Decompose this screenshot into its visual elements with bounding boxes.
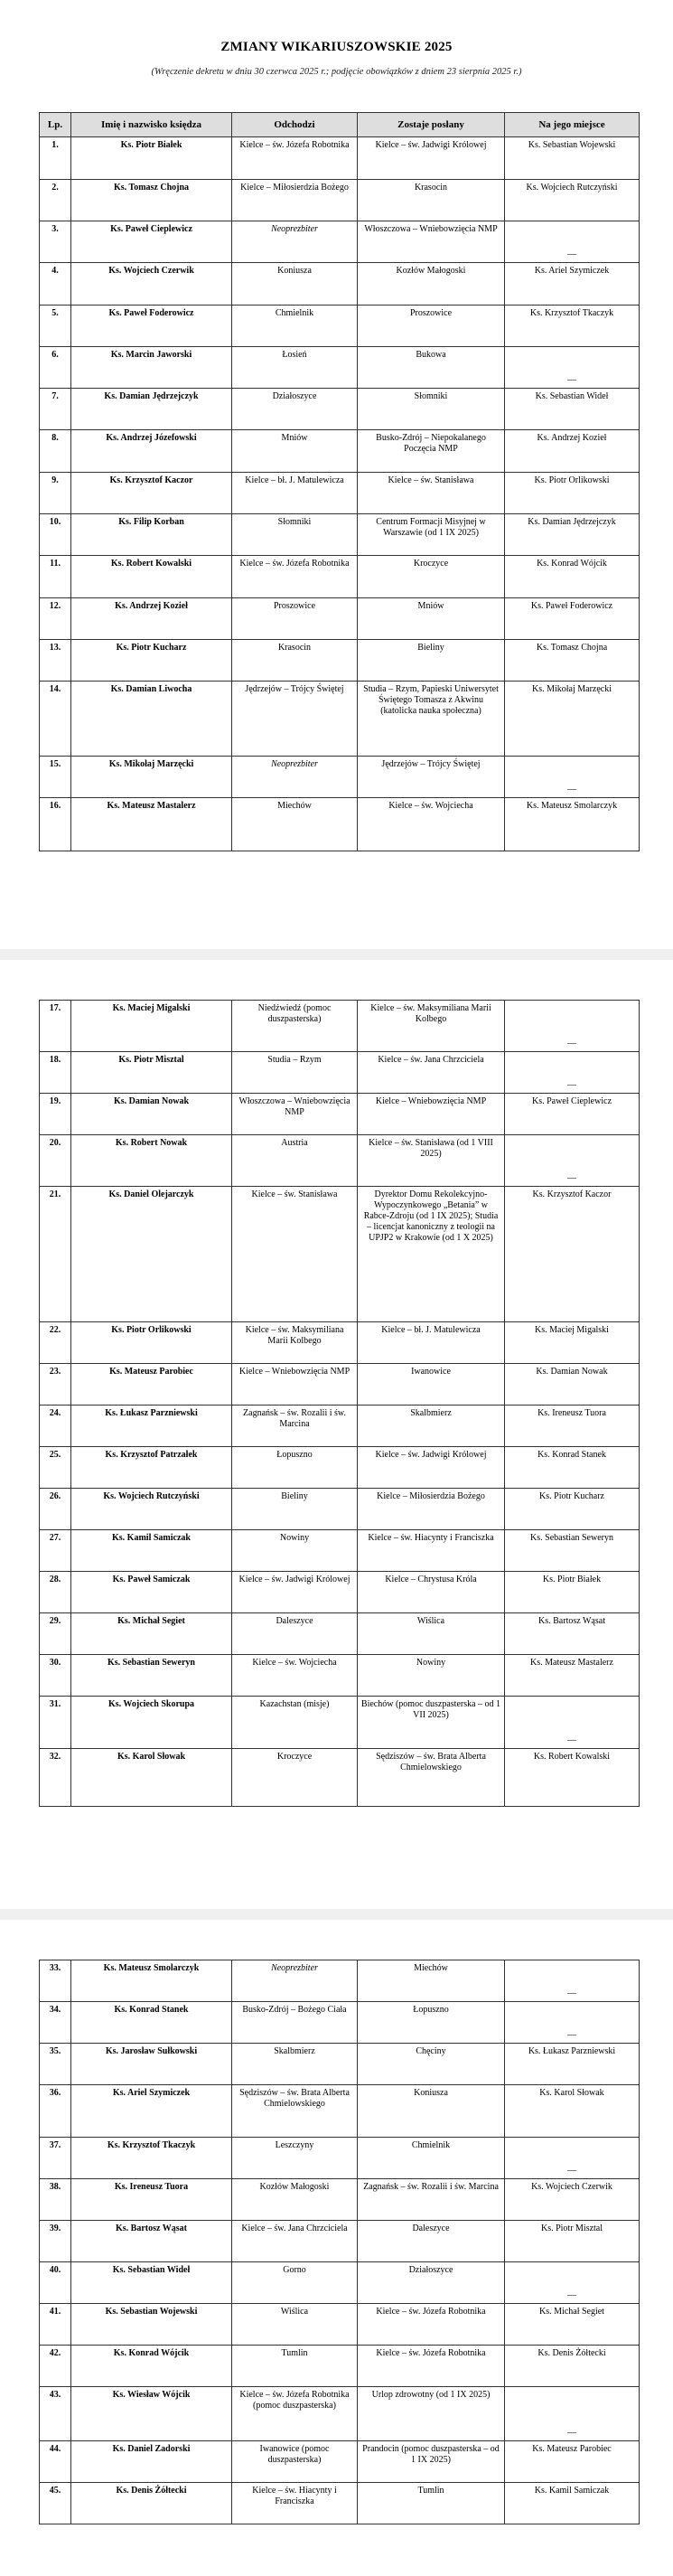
table-row [40, 2085, 640, 2138]
table-row [40, 1655, 640, 1697]
document-title: ZMIANY WIKARIUSZOWSKIE 2025 [220, 40, 453, 54]
row-to: Nowiny [358, 1655, 505, 1697]
row-lp: 42. [40, 2346, 71, 2387]
row-to: Zagnańsk – św. Rozalii i św. Marcina [358, 2179, 505, 2221]
row-name: Ks. Damian Nowak [71, 1094, 232, 1135]
row-replacement: Ks. Piotr Kucharz [505, 1489, 640, 1530]
row-name: Ks. Maciej Migalski [71, 1001, 232, 1052]
row-to: Skalbmierz [358, 1406, 505, 1447]
row-name: Ks. Ireneusz Tuora [71, 2179, 232, 2221]
row-from: Kielce – św. Józefa Robotnika (pomoc duszpasterska) [232, 2387, 358, 2441]
row-from: Kielce – św. Józefa Robotnika [232, 137, 358, 180]
table-row [40, 137, 640, 180]
row-replacement: Ks. Sebastian Wojewski [505, 137, 640, 180]
row-from: Niedźwiedź (pomoc duszpasterska) [232, 1001, 358, 1052]
row-replacement: — [505, 757, 640, 798]
row-to: Wiślica [358, 1613, 505, 1655]
row-from: Studia – Rzym [232, 1052, 358, 1094]
table-row [40, 1447, 640, 1489]
row-name: Ks. Ariel Szymiczek [71, 2085, 232, 2138]
document-page-2 [0, 960, 673, 1909]
row-name: Ks. Kamil Samiczak [71, 1530, 232, 1572]
row-name: Ks. Michał Segiet [71, 1613, 232, 1655]
table-row [40, 1572, 640, 1613]
table-row [40, 2346, 640, 2387]
row-replacement: — [505, 2262, 640, 2304]
row-replacement: — [505, 347, 640, 389]
row-from: Jędrzejów – Trójcy Świętej [232, 682, 358, 757]
row-replacement: — [505, 1960, 640, 2002]
row-lp: 1. [40, 137, 71, 180]
row-name: Ks. Daniel Zadorski [71, 2441, 232, 2483]
table-row [40, 1406, 640, 1447]
row-replacement: Ks. Piotr Białek [505, 1572, 640, 1613]
row-lp: 30. [40, 1655, 71, 1697]
row-to: Kielce – św. Stanisława [358, 473, 505, 514]
table-row [40, 757, 640, 798]
row-to: Urlop zdrowotny (od 1 IX 2025) [358, 2387, 505, 2441]
row-name: Ks. Wojciech Skorupa [71, 1697, 232, 1749]
row-replacement: — [505, 2138, 640, 2179]
row-from: Gorno [232, 2262, 358, 2304]
row-from: Słomniki [232, 514, 358, 556]
row-name: Ks. Damian Jędrzejczyk [71, 389, 232, 430]
row-replacement: Ks. Konrad Stanek [505, 1447, 640, 1489]
row-replacement: Ks. Sebastian Seweryn [505, 1530, 640, 1572]
row-to: Słomniki [358, 389, 505, 430]
table-row [40, 2221, 640, 2262]
row-lp: 14. [40, 682, 71, 757]
row-name: Ks. Sebastian Wojewski [71, 2304, 232, 2346]
document-page-1 [0, 0, 673, 949]
row-name: Ks. Paweł Foderowicz [71, 306, 232, 347]
table-row [40, 2138, 640, 2179]
table-row [40, 430, 640, 473]
assignments-table-part-1 [39, 112, 640, 851]
row-replacement: Ks. Michał Segiet [505, 2304, 640, 2346]
row-lp: 37. [40, 2138, 71, 2179]
row-name: Ks. Piotr Kucharz [71, 640, 232, 682]
row-lp: 29. [40, 1613, 71, 1655]
row-name: Ks. Paweł Cieplewicz [71, 221, 232, 263]
table-row [40, 2044, 640, 2085]
table-row [40, 2483, 640, 2524]
row-to: Kielce – św. Wojciecha [358, 798, 505, 851]
row-name: Ks. Łukasz Parzniewski [71, 1406, 232, 1447]
row-from: Łopuszno [232, 1447, 358, 1489]
row-replacement: Ks. Mateusz Mastalerz [505, 1655, 640, 1697]
row-from: Chmielnik [232, 306, 358, 347]
row-replacement: — [505, 2002, 640, 2044]
row-from: Kielce – św. Hiacynty i Franciszka [232, 2483, 358, 2524]
row-replacement: Ks. Andrzej Kozieł [505, 430, 640, 473]
row-replacement: Ks. Krzysztof Kaczor [505, 1187, 640, 1322]
row-lp: 10. [40, 514, 71, 556]
row-from: Neoprezbiter [232, 221, 358, 263]
row-to: Miechów [358, 1960, 505, 2002]
row-from: Tumlin [232, 2346, 358, 2387]
row-to: Kielce – św. Hiacynty i Franciszka [358, 1530, 505, 1572]
row-to: Dyrektor Domu Rekolekcyjno-Wypoczynkowego „Betania” w Rabce-Zdroju (od 1 IX 2025); Studia – licencjat kanoniczny z teologii na UPJP2 w Krakowie (od 1 X 2025) [358, 1187, 505, 1322]
row-to: Kielce – św. Jana Chrzciciela [358, 1052, 505, 1094]
row-from: Kielce – Wniebowzięcia NMP [232, 1364, 358, 1406]
col-header-lp: Lp. [40, 113, 71, 137]
row-name: Ks. Andrzej Kozieł [71, 598, 232, 640]
row-replacement: Ks. Damian Jędrzejczyk [505, 514, 640, 556]
row-lp: 38. [40, 2179, 71, 2221]
row-name: Ks. Daniel Olejarczyk [71, 1187, 232, 1322]
row-replacement: Ks. Bartosz Wąsat [505, 1613, 640, 1655]
document-page-3 [0, 1920, 673, 2576]
row-lp: 11. [40, 556, 71, 598]
table-row [40, 180, 640, 221]
row-from: Krasocin [232, 640, 358, 682]
row-from: Kozłów Małogoski [232, 2179, 358, 2221]
row-replacement: Ks. Piotr Orlikowski [505, 473, 640, 514]
row-lp: 41. [40, 2304, 71, 2346]
row-lp: 36. [40, 2085, 71, 2138]
row-from: Zagnańsk – św. Rozalii i św. Marcina [232, 1406, 358, 1447]
row-lp: 26. [40, 1489, 71, 1530]
row-name: Ks. Krzysztof Kaczor [71, 473, 232, 514]
table-row [40, 1322, 640, 1364]
row-lp: 15. [40, 757, 71, 798]
row-lp: 5. [40, 306, 71, 347]
row-to: Kielce – św. Jadwigi Królowej [358, 137, 505, 180]
row-from: Łosień [232, 347, 358, 389]
row-to: Biechów (pomoc duszpasterska – od 1 VII 2025) [358, 1697, 505, 1749]
row-from: Koniusza [232, 263, 358, 306]
row-to: Centrum Formacji Misyjnej w Warszawie (od 1 IX 2025) [358, 514, 505, 556]
row-to: Tumlin [358, 2483, 505, 2524]
row-to: Kielce – św. Józefa Robotnika [358, 2346, 505, 2387]
row-replacement: Ks. Paweł Foderowicz [505, 598, 640, 640]
row-replacement: Ks. Paweł Cieplewicz [505, 1094, 640, 1135]
row-lp: 17. [40, 1001, 71, 1052]
row-to: Kielce – bł. J. Matulewicza [358, 1322, 505, 1364]
row-from: Kielce – św. Maksymiliana Marii Kolbego [232, 1322, 358, 1364]
row-replacement: Ks. Ariel Szymiczek [505, 263, 640, 306]
row-to: Iwanowice [358, 1364, 505, 1406]
row-name: Ks. Bartosz Wąsat [71, 2221, 232, 2262]
row-from: Mniów [232, 430, 358, 473]
row-from: Włoszczowa – Wniebowzięcia NMP [232, 1094, 358, 1135]
row-lp: 40. [40, 2262, 71, 2304]
row-lp: 33. [40, 1960, 71, 2002]
row-from: Daleszyce [232, 1613, 358, 1655]
row-lp: 24. [40, 1406, 71, 1447]
table-row [40, 1094, 640, 1135]
row-name: Ks. Jarosław Sułkowski [71, 2044, 232, 2085]
table-row [40, 389, 640, 430]
row-to: Krasocin [358, 180, 505, 221]
row-to: Bukowa [358, 347, 505, 389]
row-lp: 13. [40, 640, 71, 682]
table-row [40, 1052, 640, 1094]
row-lp: 2. [40, 180, 71, 221]
row-from: Iwanowice (pomoc duszpasterska) [232, 2441, 358, 2483]
row-replacement: Ks. Wojciech Rutczyński [505, 180, 640, 221]
table-header-row [40, 113, 640, 137]
row-to: Koniusza [358, 2085, 505, 2138]
row-to: Kozłów Małogoski [358, 263, 505, 306]
row-lp: 20. [40, 1135, 71, 1187]
row-lp: 35. [40, 2044, 71, 2085]
row-replacement: Ks. Maciej Migalski [505, 1322, 640, 1364]
assignments-table-part-3 [39, 1960, 640, 2524]
row-replacement: Ks. Konrad Wójcik [505, 556, 640, 598]
row-lp: 7. [40, 389, 71, 430]
row-name: Ks. Karol Słowak [71, 1749, 232, 1807]
row-name: Ks. Piotr Misztal [71, 1052, 232, 1094]
row-name: Ks. Robert Kowalski [71, 556, 232, 598]
row-name: Ks. Andrzej Józefowski [71, 430, 232, 473]
row-replacement: Ks. Piotr Misztal [505, 2221, 640, 2262]
table-row [40, 263, 640, 306]
row-name: Ks. Piotr Orlikowski [71, 1322, 232, 1364]
row-to: Kielce – Miłosierdzia Bożego [358, 1489, 505, 1530]
row-to: Włoszczowa – Wniebowzięcia NMP [358, 221, 505, 263]
row-to: Chmielnik [358, 2138, 505, 2179]
row-from: Wiślica [232, 2304, 358, 2346]
row-to: Kielce – św. Stanisława (od 1 VIII 2025) [358, 1135, 505, 1187]
row-to: Jędrzejów – Trójcy Świętej [358, 757, 505, 798]
col-header-name: Imię i nazwisko księdza [71, 113, 232, 137]
row-replacement: Ks. Denis Żółtecki [505, 2346, 640, 2387]
row-from: Busko-Zdrój – Bożego Ciała [232, 2002, 358, 2044]
row-from: Bieliny [232, 1489, 358, 1530]
row-name: Ks. Denis Żółtecki [71, 2483, 232, 2524]
row-replacement: Ks. Mikołaj Marzęcki [505, 682, 640, 757]
table-row [40, 1364, 640, 1406]
row-replacement: Ks. Kamil Samiczak [505, 2483, 640, 2524]
table-row [40, 347, 640, 389]
row-to: Prandocin (pomoc duszpasterska – od 1 IX 2025) [358, 2441, 505, 2483]
row-from: Sędziszów – św. Brata Alberta Chmielowskiego [232, 2085, 358, 2138]
document-subtitle: (Wręczenie dekretu w dniu 30 czerwca 2025 r.; podjęcie obowiązków z dniem 23 sierpnia 2025 r.) [151, 67, 522, 77]
row-replacement: Ks. Sebastian Wideł [505, 389, 640, 430]
row-lp: 9. [40, 473, 71, 514]
row-replacement: Ks. Wojciech Czerwik [505, 2179, 640, 2221]
table-row [40, 1135, 640, 1187]
row-replacement: Ks. Łukasz Parzniewski [505, 2044, 640, 2085]
row-replacement: — [505, 1001, 640, 1052]
row-to: Kielce – św. Jadwigi Królowej [358, 1447, 505, 1489]
row-name: Ks. Sebastian Wideł [71, 2262, 232, 2304]
row-replacement: Ks. Mateusz Parobiec [505, 2441, 640, 2483]
row-lp: 43. [40, 2387, 71, 2441]
row-name: Ks. Krzysztof Tkaczyk [71, 2138, 232, 2179]
row-from: Kielce – św. Wojciecha [232, 1655, 358, 1697]
row-replacement: — [505, 1697, 640, 1749]
row-to: Kielce – św. Józefa Robotnika [358, 2304, 505, 2346]
row-name: Ks. Robert Nowak [71, 1135, 232, 1187]
row-name: Ks. Mateusz Smolarczyk [71, 1960, 232, 2002]
row-name: Ks. Wiesław Wójcik [71, 2387, 232, 2441]
row-from: Neoprezbiter [232, 757, 358, 798]
row-from: Austria [232, 1135, 358, 1187]
table-row [40, 1187, 640, 1322]
row-replacement: — [505, 221, 640, 263]
row-lp: 39. [40, 2221, 71, 2262]
row-from: Kazachstan (misje) [232, 1697, 358, 1749]
table-row [40, 306, 640, 347]
col-header-to: Zostaje posłany [358, 113, 505, 137]
row-from: Skalbmierz [232, 2044, 358, 2085]
col-header-replacement: Na jego miejsce [505, 113, 640, 137]
table-row [40, 2002, 640, 2044]
row-lp: 12. [40, 598, 71, 640]
row-lp: 8. [40, 430, 71, 473]
row-from: Nowiny [232, 1530, 358, 1572]
row-replacement: — [505, 1135, 640, 1187]
row-lp: 18. [40, 1052, 71, 1094]
table-row [40, 1613, 640, 1655]
row-name: Ks. Wojciech Rutczyński [71, 1489, 232, 1530]
table-row [40, 1530, 640, 1572]
row-lp: 44. [40, 2441, 71, 2483]
table-row [40, 598, 640, 640]
table-row [40, 1697, 640, 1749]
table-row [40, 1489, 640, 1530]
table-row [40, 1960, 640, 2002]
row-name: Ks. Paweł Samiczak [71, 1572, 232, 1613]
row-lp: 23. [40, 1364, 71, 1406]
row-replacement: Ks. Damian Nowak [505, 1364, 640, 1406]
row-lp: 45. [40, 2483, 71, 2524]
table-row [40, 2179, 640, 2221]
row-from: Kielce – Miłosierdzia Bożego [232, 180, 358, 221]
row-replacement: Ks. Ireneusz Tuora [505, 1406, 640, 1447]
table-row [40, 2441, 640, 2483]
row-from: Kielce – św. Jadwigi Królowej [232, 1572, 358, 1613]
row-name: Ks. Konrad Wójcik [71, 2346, 232, 2387]
row-to: Busko-Zdrój – Niepokalanego Poczęcia NMP [358, 430, 505, 473]
row-lp: 22. [40, 1322, 71, 1364]
row-lp: 34. [40, 2002, 71, 2044]
row-replacement: — [505, 2387, 640, 2441]
row-name: Ks. Wojciech Czerwik [71, 263, 232, 306]
row-name: Ks. Damian Liwocha [71, 682, 232, 757]
row-name: Ks. Filip Korban [71, 514, 232, 556]
row-name: Ks. Mateusz Mastalerz [71, 798, 232, 851]
row-replacement: Ks. Mateusz Smolarczyk [505, 798, 640, 851]
row-replacement: Ks. Robert Kowalski [505, 1749, 640, 1807]
row-from: Kielce – bł. J. Matulewicza [232, 473, 358, 514]
assignments-table-part-2 [39, 1000, 640, 1807]
row-lp: 32. [40, 1749, 71, 1807]
row-name: Ks. Krzysztof Patrzałek [71, 1447, 232, 1489]
row-name: Ks. Marcin Jaworski [71, 347, 232, 389]
row-to: Bieliny [358, 640, 505, 682]
row-to: Kroczyce [358, 556, 505, 598]
row-lp: 3. [40, 221, 71, 263]
row-lp: 21. [40, 1187, 71, 1322]
row-name: Ks. Mikołaj Marzęcki [71, 757, 232, 798]
col-header-from: Odchodzi [232, 113, 358, 137]
row-to: Kielce – Wniebowzięcia NMP [358, 1094, 505, 1135]
row-lp: 27. [40, 1530, 71, 1572]
row-from: Działoszyce [232, 389, 358, 430]
row-to: Sędziszów – św. Brata Alberta Chmielowskiego [358, 1749, 505, 1807]
row-lp: 25. [40, 1447, 71, 1489]
row-from: Leszczyny [232, 2138, 358, 2179]
table-row [40, 2262, 640, 2304]
row-lp: 31. [40, 1697, 71, 1749]
row-name: Ks. Sebastian Seweryn [71, 1655, 232, 1697]
row-from: Miechów [232, 798, 358, 851]
table-row [40, 473, 640, 514]
row-to: Kielce – św. Maksymiliana Marii Kolbego [358, 1001, 505, 1052]
table-row [40, 2304, 640, 2346]
table-row [40, 514, 640, 556]
row-name: Ks. Mateusz Parobiec [71, 1364, 232, 1406]
table-row [40, 640, 640, 682]
row-replacement: Ks. Krzysztof Tkaczyk [505, 306, 640, 347]
row-lp: 19. [40, 1094, 71, 1135]
row-lp: 16. [40, 798, 71, 851]
row-to: Kielce – Chrystusa Króla [358, 1572, 505, 1613]
row-to: Łopuszno [358, 2002, 505, 2044]
row-to: Działoszyce [358, 2262, 505, 2304]
row-from: Kielce – św. Jana Chrzciciela [232, 2221, 358, 2262]
row-name: Ks. Konrad Stanek [71, 2002, 232, 2044]
row-from: Neoprezbiter [232, 1960, 358, 2002]
table-row [40, 221, 640, 263]
row-to: Mniów [358, 598, 505, 640]
row-from: Kielce – św. Stanisława [232, 1187, 358, 1322]
table-row [40, 682, 640, 757]
row-from: Kielce – św. Józefa Robotnika [232, 556, 358, 598]
row-to: Studia – Rzym, Papieski Uniwersytet Świętego Tomasza z Akwinu (katolicka nauka społeczna) [358, 682, 505, 757]
row-lp: 4. [40, 263, 71, 306]
row-name: Ks. Piotr Białek [71, 137, 232, 180]
table-row [40, 556, 640, 598]
table-row [40, 2387, 640, 2441]
row-lp: 28. [40, 1572, 71, 1613]
row-to: Proszowice [358, 306, 505, 347]
row-from: Proszowice [232, 598, 358, 640]
row-from: Kroczyce [232, 1749, 358, 1807]
row-replacement: Ks. Tomasz Chojna [505, 640, 640, 682]
table-row [40, 798, 640, 851]
table-row [40, 1001, 640, 1052]
row-to: Daleszyce [358, 2221, 505, 2262]
row-lp: 6. [40, 347, 71, 389]
table-row [40, 1749, 640, 1807]
row-replacement: Ks. Karol Słowak [505, 2085, 640, 2138]
row-replacement: — [505, 1052, 640, 1094]
row-to: Chęciny [358, 2044, 505, 2085]
row-name: Ks. Tomasz Chojna [71, 180, 232, 221]
